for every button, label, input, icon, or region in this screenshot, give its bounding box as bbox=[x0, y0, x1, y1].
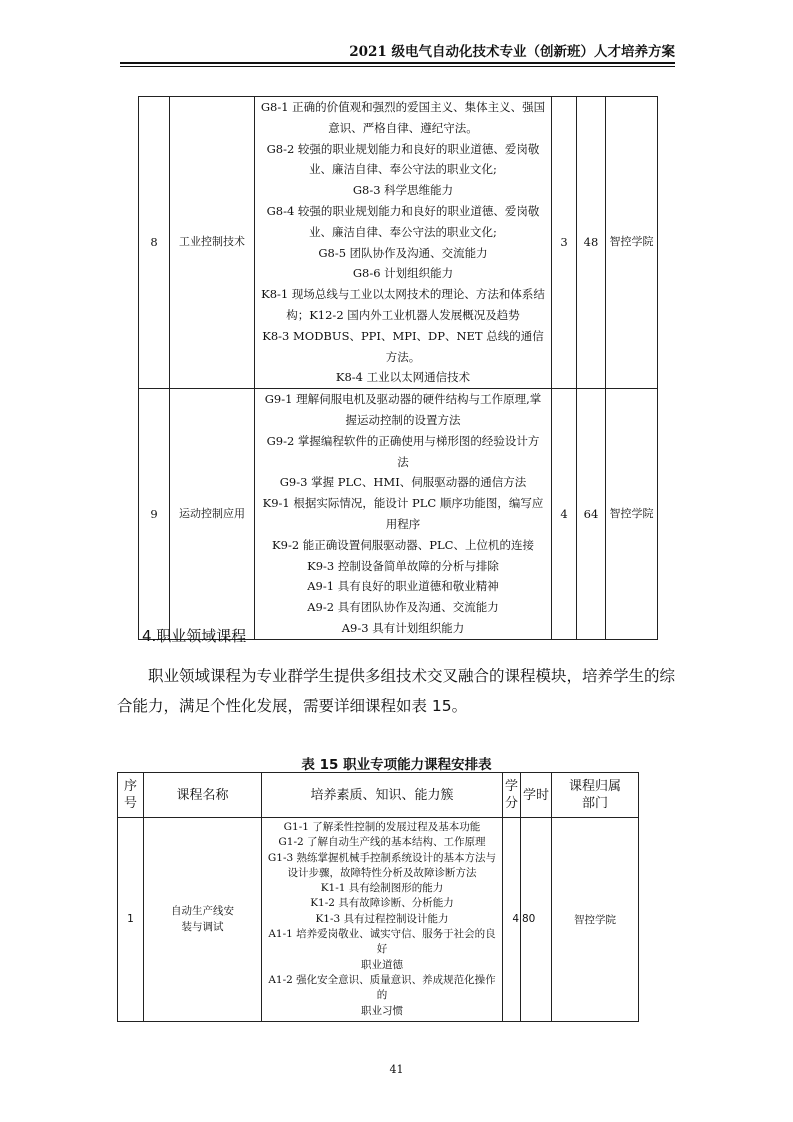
objective-line: G8-4 较强的职业规划能力和良好的职业道德、爱岗敬 bbox=[266, 203, 540, 218]
hours: 64 bbox=[577, 389, 606, 640]
objective-line: G8-1 正确的价值观和强烈的爱国主义、集体主义、强国 bbox=[260, 100, 546, 114]
header-number-bottom: 号 bbox=[123, 796, 137, 811]
objective-line: G1-2 了解自动生产线的基本结构、工作原理 bbox=[278, 836, 486, 849]
table-row bbox=[139, 389, 658, 640]
course-name: 运动控制应用 bbox=[170, 389, 255, 640]
header-number-top: 序 bbox=[123, 779, 137, 794]
objective-line: K1-2 具有故障诊断、分析能力 bbox=[310, 897, 454, 910]
course-objectives bbox=[255, 389, 552, 640]
course-table-continued bbox=[138, 96, 658, 640]
objective-line: 意识、严格自律、遵纪守法。 bbox=[328, 120, 478, 135]
course-objectives bbox=[262, 818, 503, 1022]
header-number bbox=[118, 773, 144, 818]
header-department-top: 课程归属 bbox=[568, 779, 621, 794]
objective-line: G8-2 较强的职业规划能力和良好的职业道德、爱岗敬 bbox=[266, 141, 540, 156]
page-header-title: 2021 级电气自动化技术专业（创新班）人才培养方案 bbox=[349, 44, 675, 60]
objective-line: K9-3 控制设备简单故障的分析与排除 bbox=[307, 558, 499, 573]
course-name-line: 自动生产线安 bbox=[171, 905, 234, 918]
hours: 48 bbox=[577, 97, 606, 389]
header-credits-top: 学 bbox=[504, 779, 518, 794]
page-number: 41 bbox=[389, 1063, 404, 1076]
credits: 3 bbox=[552, 97, 577, 389]
header-hours: 学时 bbox=[521, 773, 552, 818]
credits: 4 bbox=[503, 818, 521, 1022]
department: 智控学院 bbox=[552, 818, 639, 1022]
table-row bbox=[139, 97, 658, 389]
objective-line: G8-5 团队协作及沟通、交流能力 bbox=[318, 245, 488, 260]
objective-line: 构；K12-2 国内外工业机器人发展概况及趋势 bbox=[286, 307, 520, 322]
table-header-row bbox=[118, 773, 639, 818]
objective-line: G8-6 计划组织能力 bbox=[352, 266, 454, 281]
objective-line: K9-2 能正确设置伺服驱动器、PLC、上位机的连接 bbox=[272, 537, 534, 552]
credits: 4 bbox=[552, 389, 577, 640]
objective-line: A9-2 具有团队协作及沟通、交流能力 bbox=[307, 600, 499, 615]
header-department bbox=[552, 773, 639, 818]
objective-line: 用程序 bbox=[385, 516, 421, 531]
objective-line: K8-3 MODBUS、PPI、MPI、DP、NET 总线的通信方法。 bbox=[262, 328, 544, 364]
objective-line: A1-1 培养爱岗敬业、诚实守信、服务于社会的良好 bbox=[268, 928, 496, 956]
objective-line: G9-1 理解伺服电机及驱动器的硬件结构与工作原理,掌 bbox=[264, 392, 542, 407]
objective-line: K1-3 具有过程控制设计能力 bbox=[315, 912, 449, 925]
department: 智控学院 bbox=[606, 389, 658, 640]
objective-line: G8-3 科学思维能力 bbox=[352, 183, 454, 198]
objective-line: G1-3 熟练掌握机械手控制系统设计的基本方法与 bbox=[267, 851, 497, 864]
row-number: 1 bbox=[118, 818, 144, 1022]
objective-line: 业、廉洁自律、奉公守法的职业文化; bbox=[309, 224, 497, 239]
objective-line: G1-1 了解柔性控制的发展过程及基本功能 bbox=[283, 821, 481, 833]
section-title: 4.职业领域课程 bbox=[142, 627, 247, 645]
objective-line: A9-1 具有良好的职业道德和敬业精神 bbox=[307, 579, 499, 594]
hours: 80 bbox=[521, 818, 552, 1022]
objective-line: 设计步骤，故障特性分析及故障诊断方法 bbox=[287, 866, 477, 879]
header-rule-thin bbox=[120, 66, 675, 67]
objective-line: A9-3 具有计划组织能力 bbox=[341, 620, 465, 635]
objective-line: 职业道德 bbox=[361, 958, 403, 971]
objective-line: K8-4 工业以太网通信技术 bbox=[335, 370, 471, 385]
objective-line: 法 bbox=[397, 454, 409, 469]
header-credits-bottom: 分 bbox=[504, 796, 518, 811]
objective-line: K1-1 具有绘制图形的能力 bbox=[320, 882, 444, 895]
objective-line: A1-2 强化安全意识、质量意识、养成规范化操作的 bbox=[268, 973, 496, 1002]
course-objectives bbox=[255, 97, 552, 389]
objective-line: K8-1 现场总线与工业以太网技术的理论、方法和体系结 bbox=[261, 287, 545, 302]
objective-line: 职业习惯 bbox=[361, 1004, 403, 1017]
objective-line: G9-3 掌握 PLC、HMI、伺服驱动器的通信方法 bbox=[279, 475, 527, 490]
header-department-bottom: 部门 bbox=[581, 796, 608, 811]
course-name bbox=[144, 818, 262, 1022]
header-rule-thick bbox=[120, 62, 675, 64]
department: 智控学院 bbox=[606, 97, 658, 389]
row-number: 8 bbox=[139, 97, 170, 389]
objective-line: K9-1 根据实际情况，能设计 PLC 顺序功能图，编写应 bbox=[262, 496, 544, 511]
table-caption: 表 15 职业专项能力课程安排表 bbox=[301, 757, 492, 773]
header-credits bbox=[503, 773, 521, 818]
objective-line: G9-2 掌握编程软件的正确使用与梯形图的经验设计方 bbox=[266, 433, 540, 448]
objective-line: 业、廉洁自律、奉公守法的职业文化; bbox=[309, 162, 497, 177]
table-row bbox=[118, 818, 639, 1022]
course-name: 工业控制技术 bbox=[170, 97, 255, 389]
header-objectives: 培养素质、知识、能力簇 bbox=[262, 773, 503, 818]
row-number: 9 bbox=[139, 389, 170, 640]
objective-line: 握运动控制的设置方法 bbox=[345, 412, 461, 427]
section-paragraph: 职业领域课程为专业群学生提供多组技术交叉融合的课程模块，培养学生的综合能力，满足个性化发展，需要详细课程如表 15。 bbox=[117, 667, 676, 715]
course-schedule-table bbox=[117, 772, 639, 1022]
course-name-line: 装与调试 bbox=[181, 921, 224, 934]
header-course-name: 课程名称 bbox=[144, 773, 262, 818]
